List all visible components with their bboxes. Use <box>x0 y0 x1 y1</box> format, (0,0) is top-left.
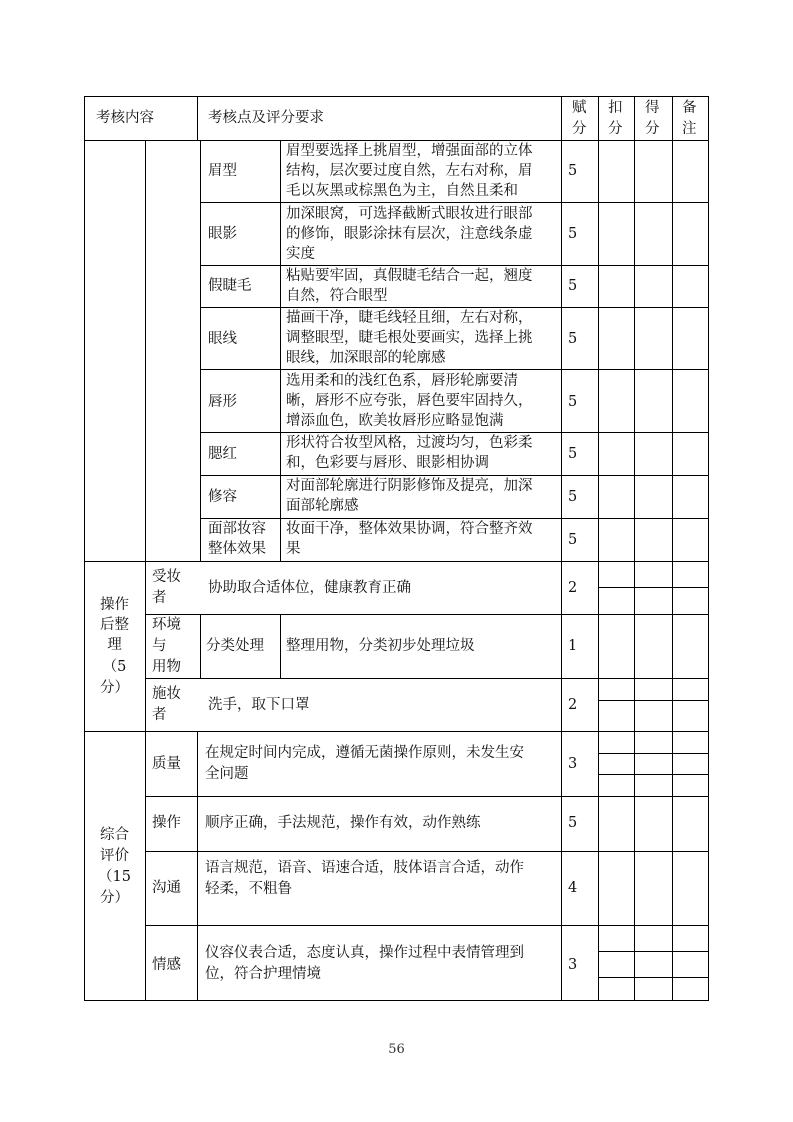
page-number: 56 <box>388 1042 405 1057</box>
overall-title: 综合 <box>100 827 129 843</box>
overall-text: 全问题 <box>205 766 249 782</box>
makeup-item: 修容 <box>208 489 237 505</box>
overall-text: 轻柔，不粗鲁 <box>205 881 292 897</box>
makeup-col-c <box>280 140 281 561</box>
makeup-item: 眉型 <box>208 163 237 179</box>
col-divider-got <box>634 96 635 1001</box>
overall-score: 4 <box>568 880 578 896</box>
makeup-text: 结构，层次要过度自然，左右对称，眉 <box>286 163 533 179</box>
overall-aspect: 质量 <box>152 756 181 772</box>
makeup-score: 5 <box>568 446 578 462</box>
sub-row-line <box>598 977 709 978</box>
makeup-text: 毛以灰黑或棕黑色为主，自然且柔和 <box>286 183 518 199</box>
makeup-item: 唇形 <box>208 394 237 410</box>
overall-aspect: 操作 <box>152 815 181 831</box>
header-content: 考核内容 <box>96 110 154 126</box>
postop-sub: 分类处理 <box>206 638 264 654</box>
header-got: 分 <box>645 121 660 137</box>
makeup-col-a <box>145 140 146 561</box>
makeup-text: 面部轮廓感 <box>286 498 359 514</box>
overall-aspect: 沟通 <box>152 880 181 896</box>
overall-text: 在规定时间内完成，遵循无菌操作原则，未发生安 <box>205 745 524 761</box>
makeup-item: 假睫毛 <box>208 278 252 294</box>
makeup-text: 调整眼型，睫毛根处要画实，选择上挑 <box>286 330 533 346</box>
overall-col-b <box>197 731 198 1001</box>
makeup-text: 眼线，加深眼部的轮廓感 <box>286 350 446 366</box>
header-score: 赋 <box>572 100 587 116</box>
row-line <box>145 851 709 852</box>
sub-row-line <box>598 753 709 754</box>
header-deduct: 分 <box>608 121 623 137</box>
makeup-score: 5 <box>568 226 578 242</box>
overall-score: 3 <box>568 756 578 772</box>
makeup-score: 5 <box>568 331 578 347</box>
makeup-score: 5 <box>568 394 578 410</box>
makeup-text: 选用柔和的浅红色系，唇形轮廓要清 <box>286 373 518 389</box>
row-line <box>145 614 709 615</box>
postop-title: （5 <box>102 659 127 675</box>
header-divider <box>197 96 198 140</box>
postop-who: 者 <box>152 590 167 606</box>
makeup-item: 整体效果 <box>208 541 266 557</box>
sub-row-line <box>598 774 709 775</box>
makeup-text: 增添血色，欧美妆唇形应略显饱满 <box>286 413 504 429</box>
makeup-score: 5 <box>568 278 578 294</box>
makeup-col-b <box>200 140 201 561</box>
postop-score: 2 <box>568 697 578 713</box>
overall-text: 仪容仪表合适，态度认真，操作过程中表情管理到 <box>205 945 524 961</box>
col-divider-deduct <box>598 96 599 1001</box>
row-line <box>145 925 709 926</box>
header-note: 注 <box>682 121 697 137</box>
header-criteria: 考核点及评分要求 <box>208 110 324 126</box>
postop-title: 操作 <box>100 597 129 613</box>
makeup-text: 的修饰，眼影涂抹有层次，注意线条虚 <box>286 226 533 242</box>
makeup-text: 形状符合妆型风格，过渡均匀，色彩柔 <box>286 435 533 451</box>
makeup-item: 面部妆容 <box>208 521 266 537</box>
makeup-item: 眼影 <box>208 226 237 242</box>
postop-who: 环境 <box>152 617 181 633</box>
makeup-score: 5 <box>568 163 578 179</box>
overall-title: （15 <box>98 869 131 885</box>
overall-text: 顺序正确，手法规范，操作有效，动作熟练 <box>205 815 481 831</box>
postop-who: 用物 <box>152 659 181 675</box>
postop-title: 后整 <box>100 617 129 633</box>
postop-sub-right <box>280 614 281 678</box>
overall-text: 语言规范，语音、语速合适，肢体语言合适，动作 <box>205 860 524 876</box>
makeup-item: 眼线 <box>208 331 237 347</box>
row-line <box>145 796 709 797</box>
header-score: 分 <box>572 121 587 137</box>
overall-score: 5 <box>568 815 578 831</box>
makeup-text: 自然，符合眼型 <box>286 288 388 304</box>
overall-text: 位，符合护理情境 <box>205 966 321 982</box>
makeup-text: 粘贴要牢固，真假睫毛结合一起，翘度 <box>286 268 533 284</box>
postop-text: 洗手，取下口罩 <box>208 697 310 713</box>
makeup-text: 妆面干净，整体效果协调，符合整齐效 <box>286 521 533 537</box>
sub-row-line <box>598 587 709 588</box>
table-border-right <box>708 96 709 1001</box>
makeup-item: 腮红 <box>208 446 237 462</box>
postop-score: 2 <box>568 580 578 596</box>
header-note: 备 <box>682 100 697 116</box>
postop-title: 分） <box>100 680 129 696</box>
section-divider <box>84 561 709 562</box>
makeup-text: 眉型要选择上挑眉型，增强面部的立体 <box>286 143 533 159</box>
overall-col-a <box>145 731 146 1001</box>
overall-title: 评价 <box>100 848 129 864</box>
postop-text: 协助取合适体位，健康教育正确 <box>208 580 411 596</box>
makeup-text: 果 <box>286 541 301 557</box>
header-deduct: 扣 <box>608 100 623 116</box>
col-divider-note <box>672 96 673 1001</box>
makeup-text: 和，色彩要与唇形、眼影相协调 <box>286 455 489 471</box>
postop-who: 施妆 <box>152 686 181 702</box>
overall-score: 3 <box>568 957 578 973</box>
makeup-score: 5 <box>568 532 578 548</box>
postop-who: 者 <box>152 707 167 723</box>
sub-row-line <box>598 951 709 952</box>
sub-row-line <box>598 700 709 701</box>
postop-score: 1 <box>568 638 578 654</box>
makeup-text: 描画干净，睫毛线轻且细，左右对称， <box>286 310 533 326</box>
makeup-text: 对面部轮廓进行阴影修饰及提亮，加深 <box>286 478 533 494</box>
postop-sub-left <box>200 614 201 678</box>
col-divider-score <box>561 96 562 1001</box>
makeup-text: 晰，唇形不应夸张，唇色要牢固持久， <box>286 393 533 409</box>
makeup-score: 5 <box>568 489 578 505</box>
table-border-bottom <box>84 1000 709 1001</box>
overall-aspect: 情感 <box>152 957 181 973</box>
postop-who: 受妆 <box>152 569 181 585</box>
postop-who: 与 <box>152 638 167 654</box>
makeup-text: 实度 <box>286 246 315 262</box>
section-divider <box>84 731 709 732</box>
overall-title: 分） <box>100 890 129 906</box>
postop-col <box>145 561 146 731</box>
postop-text: 整理用物，分类初步处理垃圾 <box>286 638 475 654</box>
row-line <box>145 678 709 679</box>
postop-title: 理 <box>107 637 122 653</box>
makeup-text: 加深眼窝，可选择截断式眼妆进行眼部 <box>286 206 533 222</box>
header-got: 得 <box>645 100 660 116</box>
